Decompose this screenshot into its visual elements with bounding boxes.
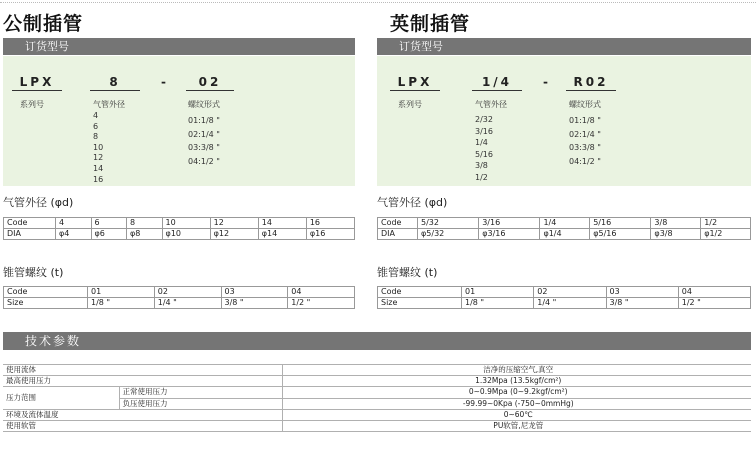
table-row xyxy=(378,218,751,229)
list-item: 01:1/8 " xyxy=(188,116,220,125)
metric-tube-title: 气管外径 (φd) xyxy=(3,196,74,209)
table-cell: φ3/8 xyxy=(651,229,701,240)
list-item: 4 xyxy=(93,111,99,120)
table-cell: 1/2 " xyxy=(678,298,750,309)
table-cell: φ6 xyxy=(91,229,127,240)
top-dotted-rule xyxy=(0,2,756,3)
spec-value-temperature: 0~60℃ xyxy=(282,409,751,420)
table-cell: 5/16 xyxy=(590,218,651,229)
spec-label-tubing: 使用软管 xyxy=(3,420,282,431)
table-cell: φ12 xyxy=(210,229,258,240)
list-item: 1/2 xyxy=(475,172,488,182)
imperial-code-dash: - xyxy=(543,75,551,89)
spec-label-negative-pressure: 负压使用压力 xyxy=(119,398,282,409)
metric-code-dash: - xyxy=(161,75,169,89)
list-item: 02:1/4 " xyxy=(188,129,220,139)
table-cell: 1/4 xyxy=(540,218,590,229)
table-cell: 3/8 xyxy=(651,218,701,229)
table-cell: φ16 xyxy=(306,229,354,240)
table-cell: Code xyxy=(378,218,418,229)
table-cell: 14 xyxy=(258,218,306,229)
spec-label-normal-pressure: 正常使用压力 xyxy=(119,387,282,398)
metric-thread-title: 锥管螺纹 (t) xyxy=(3,266,64,279)
table-cell: Code xyxy=(378,287,462,298)
table-cell: φ1/2 xyxy=(701,229,751,240)
spec-label-pressure-range: 压力范围 xyxy=(3,387,119,409)
metric-label-series: 系列号 xyxy=(20,100,44,109)
spec-bar: 技术参数 xyxy=(3,332,751,350)
table-cell: 02 xyxy=(154,287,221,298)
list-item: 2/32 xyxy=(475,115,493,124)
table-row xyxy=(3,409,751,420)
spec-value-tubing: PU软管,尼龙管 xyxy=(282,420,751,431)
spec-table xyxy=(3,364,751,432)
metric-thread-table xyxy=(3,286,355,309)
table-cell: DIA xyxy=(4,229,56,240)
spec-value-negative-pressure: -99.99~0Kpa (-750~0mmHg) xyxy=(282,398,751,409)
list-item: 03:3/8 " xyxy=(188,143,220,152)
table-cell: φ4 xyxy=(56,229,92,240)
metric-label-thread: 螺纹形式 xyxy=(188,100,220,109)
imperial-tube-table xyxy=(377,217,751,240)
spec-label-temperature: 环境及流体温度 xyxy=(3,409,282,420)
spec-label-fluid: 使用流体 xyxy=(3,365,282,376)
table-cell: Size xyxy=(4,298,88,309)
imperial-order-bar: 订货型号 xyxy=(377,38,751,55)
table-cell: 3/8 " xyxy=(606,298,678,309)
table-cell: Code xyxy=(4,287,88,298)
list-item: 14 xyxy=(93,163,104,173)
metric-label-size: 气管外径 xyxy=(93,100,125,109)
table-row xyxy=(3,420,751,431)
table-cell: 6 xyxy=(91,218,127,229)
table-cell: Size xyxy=(378,298,462,309)
imperial-thread-table xyxy=(377,286,751,309)
list-item: 10 xyxy=(93,142,104,152)
table-cell: 1/4 " xyxy=(154,298,221,309)
metric-title: 公制插管 xyxy=(3,13,84,35)
table-cell: φ8 xyxy=(127,229,163,240)
table-cell: Code xyxy=(4,218,56,229)
table-cell: φ3/16 xyxy=(479,229,540,240)
list-item: 8 xyxy=(93,132,99,142)
list-item: 1/4 xyxy=(475,138,488,147)
metric-order-bar: 订货型号 xyxy=(3,38,355,55)
metric-tube-table xyxy=(3,217,355,240)
table-cell: 03 xyxy=(606,287,678,298)
table-cell: φ5/16 xyxy=(590,229,651,240)
metric-code-thread: 02 xyxy=(198,75,222,89)
metric-code-thread-underline xyxy=(186,90,234,91)
spec-label-max-pressure: 最高使用压力 xyxy=(3,376,282,387)
table-cell: 12 xyxy=(210,218,258,229)
table-cell: φ1/4 xyxy=(540,229,590,240)
table-row xyxy=(378,298,751,309)
table-row xyxy=(4,298,355,309)
imperial-code-thread: R02 xyxy=(573,75,609,89)
table-cell: 02 xyxy=(534,287,606,298)
imperial-code-size: 1/4 xyxy=(481,75,513,89)
spec-value-fluid: 洁净的压缩空气,真空 xyxy=(282,365,751,376)
table-row xyxy=(3,365,751,376)
table-cell: 01 xyxy=(88,287,155,298)
table-cell: 1/4 " xyxy=(534,298,606,309)
list-item: 01:1/8 " xyxy=(569,116,601,125)
imperial-code-size-underline xyxy=(472,90,522,91)
list-item: 12 xyxy=(93,153,104,163)
table-cell: 5/32 xyxy=(418,218,479,229)
table-cell: 1/8 " xyxy=(462,298,534,309)
list-item: 3/8 xyxy=(475,161,488,170)
table-row xyxy=(378,229,751,240)
list-item: 03:3/8 " xyxy=(569,143,601,152)
table-cell: 3/8 " xyxy=(221,298,288,309)
table-cell: φ10 xyxy=(162,229,210,240)
table-cell: 03 xyxy=(221,287,288,298)
list-item: 16 xyxy=(93,174,104,184)
metric-code-series-underline xyxy=(12,90,62,91)
table-cell: 1/2 " xyxy=(288,298,355,309)
table-row xyxy=(3,387,751,398)
imperial-code-series-underline xyxy=(390,90,440,91)
list-item: 04:1/2 " xyxy=(569,156,601,166)
list-item: 6 xyxy=(93,121,99,131)
metric-code-size-underline xyxy=(90,90,140,91)
imperial-size-list xyxy=(475,114,493,183)
table-cell: 01 xyxy=(462,287,534,298)
table-cell: 10 xyxy=(162,218,210,229)
spec-value-normal-pressure: 0~0.9Mpa (0~9.2kgf/cm²) xyxy=(282,387,751,398)
imperial-thread-list xyxy=(569,114,601,168)
list-item: 5/16 xyxy=(475,149,493,159)
imperial-label-size: 气管外径 xyxy=(475,100,507,109)
imperial-thread-title: 锥管螺纹 (t) xyxy=(377,266,438,279)
list-item: 02:1/4 " xyxy=(569,129,601,139)
list-item: 04:1/2 " xyxy=(188,156,220,166)
metric-code-size: 8 xyxy=(109,75,121,89)
table-row xyxy=(3,376,751,387)
metric-size-list xyxy=(93,111,103,185)
table-row xyxy=(378,287,751,298)
imperial-label-thread: 螺纹形式 xyxy=(569,100,601,109)
table-cell: φ5/32 xyxy=(418,229,479,240)
spec-value-max-pressure: 1.32Mpa (13.5kgf/cm²) xyxy=(282,376,751,387)
imperial-code-thread-underline xyxy=(566,90,616,91)
imperial-title: 英制插管 xyxy=(390,13,471,35)
table-cell: 3/16 xyxy=(479,218,540,229)
table-cell: 04 xyxy=(288,287,355,298)
table-row xyxy=(4,287,355,298)
table-cell: 1/2 xyxy=(701,218,751,229)
table-cell: 16 xyxy=(306,218,354,229)
metric-thread-list xyxy=(188,114,220,168)
table-cell: 04 xyxy=(678,287,750,298)
table-row xyxy=(4,218,355,229)
imperial-code-series: LPX xyxy=(397,75,433,89)
imperial-label-series: 系列号 xyxy=(398,100,422,109)
imperial-tube-title: 气管外径 (φd) xyxy=(377,196,448,209)
table-cell: φ14 xyxy=(258,229,306,240)
list-item: 3/16 xyxy=(475,126,493,136)
metric-code-series: LPX xyxy=(19,75,55,89)
table-cell: 4 xyxy=(56,218,92,229)
table-cell: 8 xyxy=(127,218,163,229)
table-row xyxy=(4,229,355,240)
table-cell: DIA xyxy=(378,229,418,240)
table-cell: 1/8 " xyxy=(88,298,155,309)
